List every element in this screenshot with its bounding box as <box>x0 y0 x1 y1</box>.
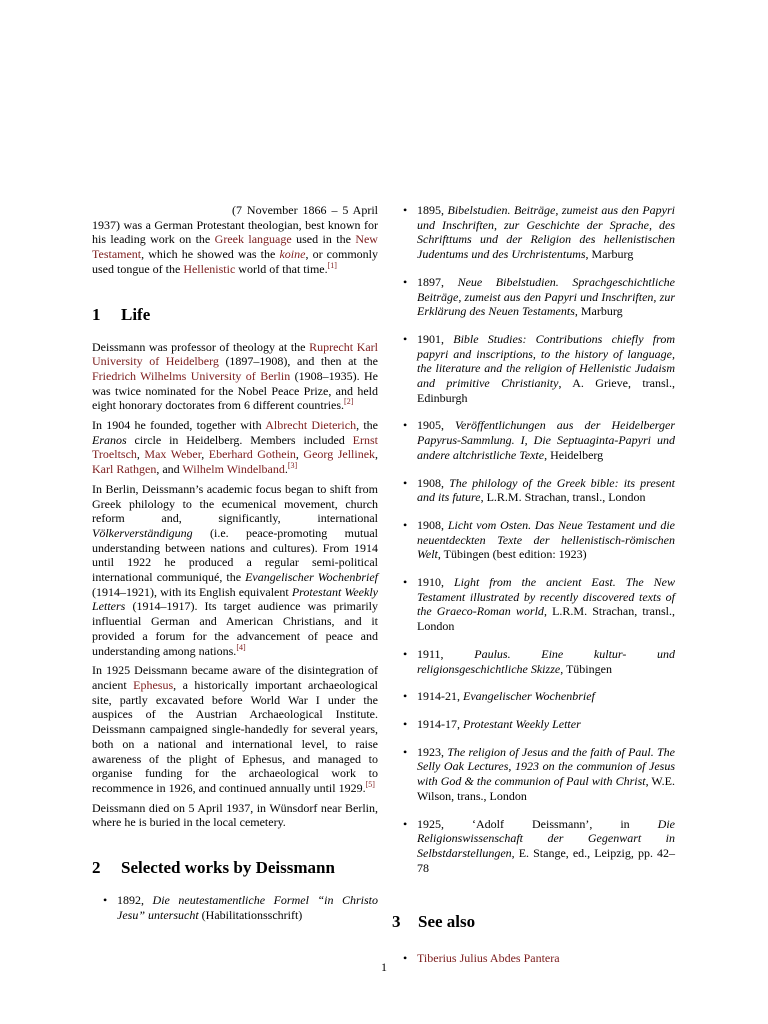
text-run: , <box>295 447 304 462</box>
text-run: , a historically important archaeological site, partly excavated before World War I under the auspices of the Austrian Archaeological Institute. Deissmann campaigned single-handedly for several years, both on a national and international level, to raise awareness of the plight of Ephesus, and managed to organise funding for the archaeological work to recommence in 1926, and continued annually until 1929. <box>92 677 378 795</box>
work-item <box>392 203 675 262</box>
citation-4[interactable]: [4] <box>236 642 246 652</box>
link-ernst-troeltsch[interactable]: Ernst Troeltsch <box>92 432 378 462</box>
text-run: 1897, <box>417 274 458 289</box>
link-friedrich-wilhelms-university-of-berlin[interactable]: Friedrich Wilhelms University of Berlin <box>92 368 291 383</box>
text-run: In 1904 he founded, together with <box>92 418 266 433</box>
text-run: In 1925 Deissmann became aware of the disintegration of ancient <box>92 663 378 692</box>
text-run: used in the <box>291 232 356 247</box>
life-paragraph <box>92 663 378 795</box>
text-run: 1914-21, <box>417 689 463 704</box>
text-run: (Habilitationsschrift) <box>198 907 303 922</box>
text-run: , Tübingen (best edition: 1923) <box>437 547 587 562</box>
link-ephesus[interactable]: Ephesus <box>133 677 174 692</box>
italic-text: The philology of the Greek bible: its present and its future <box>417 475 675 505</box>
italic-text: Light from the ancient East. The New Testament illustrated by recently discovered texts of the Graeco-Roman world <box>417 575 675 619</box>
section-number: 2 <box>92 858 101 878</box>
italic-text: Bibelstudien. Beiträge, zumeist aus den Papyri und Inschriften, zur Geschichte der Sprache, des Schrifttums und der Religion des hellenistischen Judentums und des Urchristentums <box>417 203 676 262</box>
section-number: 3 <box>392 912 401 932</box>
text-run: , A. Grieve, transl., Edinburgh <box>417 376 676 405</box>
text-run: Deissmann died on 5 April 1937, in Wünsdorf near Berlin, where he is buried in the local cemetery. <box>92 800 378 830</box>
text-run: 1923, <box>417 744 448 759</box>
link-albrecht-dieterich[interactable]: Albrecht Dieterich <box>265 418 357 433</box>
italic-text: Paulus. Eine kultur- und religionsgeschichtliche Skizze <box>417 646 675 676</box>
work-item <box>392 745 675 804</box>
link-eberhard-gothein[interactable]: Eberhard Gothein <box>208 447 296 462</box>
section-heading-life <box>92 304 378 326</box>
life-paragraph <box>92 801 378 830</box>
text-run: (7 November 1866 – 5 April 1937) was a German Protestant theologian, best known for his leading work on the <box>92 203 378 247</box>
page-number: 1 <box>381 960 387 974</box>
work-item <box>392 476 675 505</box>
italic-text: Völkerverständigung <box>92 525 193 540</box>
text-run: , or commonly used tongue of the <box>92 247 378 276</box>
work-item <box>392 275 675 319</box>
text-run: circle in Heidelberg. Members included <box>126 432 353 447</box>
italic-text: Eranos <box>92 432 127 447</box>
work-item <box>392 647 675 676</box>
text-run: , Heidelberg <box>544 447 604 462</box>
work-item <box>392 418 675 462</box>
work-item <box>392 332 675 406</box>
text-run: (1914–1917). Its target audience was primarily influential German and American Christians, and it provided a forum for the advancement of peace and understanding among nations. <box>92 599 378 658</box>
work-item <box>392 717 675 732</box>
work-item <box>392 518 675 562</box>
italic-text: Die neutestamentliche Formel “in Christo Jesu” untersucht <box>117 893 379 922</box>
text-run: 1908, <box>417 475 450 490</box>
text-run: , <box>375 447 379 462</box>
link-new-testament[interactable]: New Testament <box>92 232 378 262</box>
link-wilhelm-windelband[interactable]: Wilhelm Windelband <box>182 462 285 477</box>
text-run: (i.e. peace-promoting mutual understanding between nations and cultures). From 1914 until 1922 he produced a regular semi-political international communiqué, the <box>92 525 378 585</box>
text-run: 1901, <box>417 331 454 346</box>
text-run: 1911, <box>417 646 475 661</box>
section-title: Selected works by Deissmann <box>121 858 335 878</box>
life-paragraph <box>92 482 378 658</box>
section-heading-selected-works <box>92 857 378 879</box>
text-run: , E. Stange, ed., Leipzig, pp. 42–78 <box>417 845 675 875</box>
work-item <box>92 893 378 922</box>
life-section-body <box>92 340 378 831</box>
text-run: , Marburg <box>585 247 634 262</box>
section-heading-see-also <box>392 911 675 933</box>
link-georg-jellinek[interactable]: Georg Jellinek <box>303 447 376 462</box>
section-title: See also <box>418 912 476 932</box>
italic-text: Protestant Weekly Letter <box>463 716 581 731</box>
citation-2[interactable]: [2] <box>344 397 354 407</box>
text-run: , Tübingen <box>560 661 612 676</box>
link-greek-language[interactable]: Greek language <box>214 232 292 247</box>
citation-1[interactable]: [1] <box>327 260 337 270</box>
italic-text: Licht vom Osten. Das Neue Testament und die neuentdeckten Texte der hellenistisch-römischen Welt <box>417 517 675 562</box>
text-run: (1914–1921), with its English equivalent <box>92 584 292 599</box>
life-paragraph <box>92 418 378 477</box>
text-run: (1897–1908), and then at the <box>218 354 378 369</box>
citation-5[interactable]: [5] <box>365 779 375 789</box>
text-run: , L.R.M. Strachan, transl., London <box>480 490 646 505</box>
life-paragraph <box>92 340 378 414</box>
text-run: , <box>201 447 209 462</box>
link-tiberius-julius-abdes-pantera[interactable]: Tiberius Julius Abdes Pantera <box>417 951 560 966</box>
link-koine[interactable]: koine <box>279 247 306 262</box>
intro-paragraph <box>92 203 378 277</box>
text-run: 1914-17, <box>417 716 463 731</box>
selected-works-list <box>92 893 378 922</box>
text-run: , the <box>356 418 378 433</box>
text-run: , L.R.M. Strachan, transl., London <box>417 604 675 634</box>
text-run: 1892, <box>117 893 153 908</box>
italic-text: Die Religionswissenschaft der Gegenwart in Selbstdarstellungen <box>417 816 675 860</box>
italic-text: Neue Bibelstudien. Sprachgeschichtliche Beiträge, zumeist aus den Papyri und Inschriften, zur Erklärung des Neuen Testaments <box>417 274 676 319</box>
italic-text: Veröffentlichungen aus der Heidelberger Papyrus-Sammlung. I, Die Septuaginta-Papyri und andere altchristliche Texte <box>417 418 676 462</box>
text-run: , which he showed was the <box>141 247 280 262</box>
text-run: , W.E. Wilson, trans., London <box>417 774 675 803</box>
text-run: In Berlin, Deissmann’s academic focus began to shift from Greek philology to the ecumenical movement, church reform and, significantly, international <box>92 481 378 526</box>
text-run: 1895, <box>417 203 448 217</box>
text-run: 1908, <box>417 517 448 532</box>
text-run: 1905, <box>417 418 456 433</box>
text-run: . <box>284 462 288 477</box>
text-run: world of that time. <box>235 261 328 276</box>
selected-works-list-continued <box>392 203 675 875</box>
text-run: 1925, ‘Adolf Deissmann’, in <box>417 816 658 831</box>
right-column <box>392 203 675 979</box>
italic-text: The religion of Jesus and the faith of Paul. The Selly Oak Lectures, 1923 on the communion of Jesus with God & the communion of Paul with Christ <box>417 744 675 789</box>
italic-text: Evangelischer Wochenbrief <box>245 570 378 585</box>
link-karl-rathgen[interactable]: Karl Rathgen <box>92 462 157 477</box>
italic-text: Evangelischer Wochenbrief <box>463 689 595 704</box>
text-run: , Marburg <box>574 304 623 319</box>
text-run: (1908–1935). He was twice nominated for the Nobel Peace Prize, and held eight honorary doctorates from 6 different countries. <box>92 368 378 413</box>
section-title: Life <box>121 304 151 324</box>
left-column <box>92 203 378 935</box>
italic-text: Bible Studies: Contributions chiefly from papyri and inscriptions, to the history of language, the literature and the religion of Hellenistic Judaism and primitive Christianity <box>417 331 676 391</box>
link-hellenistic[interactable]: Hellenistic <box>183 261 236 276</box>
text-run: 1910, <box>417 575 454 590</box>
text-run: Deissmann was professor of theology at the <box>92 339 310 354</box>
italic-text: Protestant Weekly Letters <box>92 584 378 614</box>
link-max-weber[interactable]: Max Weber <box>144 447 202 462</box>
work-item <box>392 575 675 634</box>
citation-3[interactable]: [3] <box>287 461 298 471</box>
work-item <box>392 817 675 876</box>
text-run: , <box>136 447 145 462</box>
link-ruprecht-karl-university-of-heidelberg[interactable]: Ruprecht Karl University of Heidelberg <box>92 339 379 369</box>
work-item <box>392 689 675 704</box>
section-number: 1 <box>92 304 101 324</box>
text-run: , and <box>156 462 183 477</box>
